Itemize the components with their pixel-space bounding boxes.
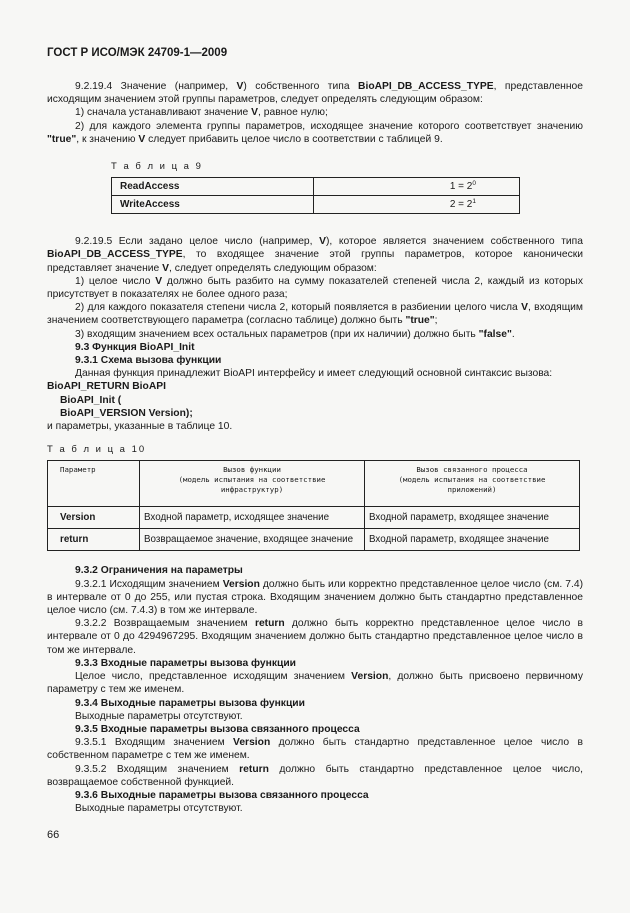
list-item-1: 1) сначала устанавливают значение V, равное нулю; (75, 107, 328, 119)
column-header: Вызов связанного процесса (модель испытания на соответствие приложений) (365, 461, 580, 507)
table-row (48, 529, 580, 551)
page-number: 66 (47, 829, 60, 841)
table-cell: $2 = 2^1$ (314, 196, 520, 214)
table-cell: Возвращаемое значение, входящее значение (140, 529, 365, 551)
paragraph: Данная функция принадлежит BioAPI интерфейсу и имеет следующий основной синтаксис вызова: (75, 368, 553, 380)
paragraph: Целое число, представленное исходящим значением Version, должно быть присвоено первичному параметру с тем же именем. (47, 671, 583, 696)
code-line-3: BioAPI_VERSION Version); (60, 407, 193, 419)
para-9-3-2-2: 9.3.2.2 Возвращаемым значением return должно быть корректно представленное целое число в интервале от 0 до 4294967295. Входящим значением должно быть стандартно представленное целое число в том же интервале. (47, 618, 583, 656)
table-header-row (48, 461, 580, 507)
para-9-3-2-1: 9.3.2.1 Исходящим значением Version должно быть или корректно представленное целое число (см. 7.4) в интервале от 0 до 255, или пустая строка. Входящим значением должно быть стандартно представленное целое число (см. 7.4.3) в том же интервале. (47, 578, 583, 617)
section-heading-9-3-6: 9.3.6 Выходные параметры вызова связанного процесса (75, 789, 369, 801)
section-heading-9-3-3: 9.3.3 Входные параметры вызова функции (75, 657, 297, 669)
paragraph: и параметры, указанные в таблице 10. (47, 421, 233, 433)
list-item-3: 3) входящим значением всех остальных параметров (при их наличии) должно быть "false". (75, 328, 515, 340)
table-row (112, 196, 520, 214)
para-9-3-5-1: 9.3.5.1 Входящим значением Version должно быть стандартно представленное целое число в собственном параметре с тем же именем. (47, 737, 583, 762)
table-cell: return (48, 529, 140, 551)
table-cell: WriteAccess (112, 196, 314, 214)
list-item-2: 2) для каждого показателя степени числа 2, который появляется в разбиении целого числа V, входящим значением соответствующего параметра (согласно таблице) должно быть "true"; (47, 302, 583, 327)
table-cell: Входной параметр, входящее значение (365, 507, 580, 529)
para-9-2-19-5: 9.2.19.5 Если задано целое число (например, V), которое является значением собственного типа BioAPI_DB_ACCESS_TYPE, то входящее значение этой группы параметров, которое канонически представляет значение V, следует определять следующим образом: (47, 236, 583, 274)
table-cell: ReadAccess (112, 178, 314, 196)
section-heading-9-3: 9.3 Функция BioAPI_Init (75, 341, 195, 353)
table-row (48, 507, 580, 529)
table-cell: Входной параметр, входящее значение (365, 529, 580, 551)
para-9-2-19-4: 9.2.19.4 Значение (например, V) собственного типа BioAPI_DB_ACCESS_TYPE, представленное исходящим значением этой группы параметров, следует определять следующим образом: (47, 81, 584, 106)
code-line-1: BioAPI_RETURN BioAPI (47, 381, 166, 393)
column-header: Параметр (48, 461, 140, 507)
list-item-2: 2) для каждого элемента группы параметров, исходящее значение которого соответствует значению "true", к значению V следует прибавить целое число в соответствии с таблицей 9. (47, 120, 583, 145)
table-row (112, 178, 520, 196)
para-9-3-5-2: 9.3.5.2 Входящим значением return должно быть стандартно представленное целое число, возвращаемое собственной функцией. (47, 763, 583, 788)
document-body (47, 80, 583, 815)
section-heading-9-3-4: 9.3.4 Выходные параметры вызова функции (75, 697, 305, 709)
section-heading-9-3-5: 9.3.5 Входные параметры вызова связанного процесса (75, 723, 360, 735)
table-cell: Version (48, 507, 140, 529)
table-9-caption: Т а б л и ц а 9 (111, 161, 203, 173)
column-header: Вызов функции (модель испытания на соответствие инфраструктур) (140, 461, 365, 507)
paragraph: Выходные параметры отсутствуют. (75, 803, 243, 815)
section-heading-9-3-2: 9.3.2 Ограничения на параметры (75, 565, 243, 577)
table-10-caption: Т а б л и ц а 10 (47, 444, 147, 456)
section-heading-9-3-1: 9.3.1 Схема вызова функции (75, 355, 222, 367)
list-item-1: 1) целое число V должно быть разбито на сумму показателей степеней числа 2, каждый из которых присутствует в показателях не более одного раза; (47, 275, 583, 301)
table-9 (111, 177, 520, 214)
code-line-2: BioAPI_Init ( (60, 394, 122, 406)
table-cell: Входной параметр, исходящее значение (140, 507, 365, 529)
document-header: ГОСТ Р ИСО/МЭК 24709-1—2009 (47, 47, 228, 59)
table-cell: $1 = 2^0$ (314, 178, 520, 196)
table-10 (47, 460, 580, 551)
paragraph: Выходные параметры отсутствуют. (75, 710, 243, 722)
